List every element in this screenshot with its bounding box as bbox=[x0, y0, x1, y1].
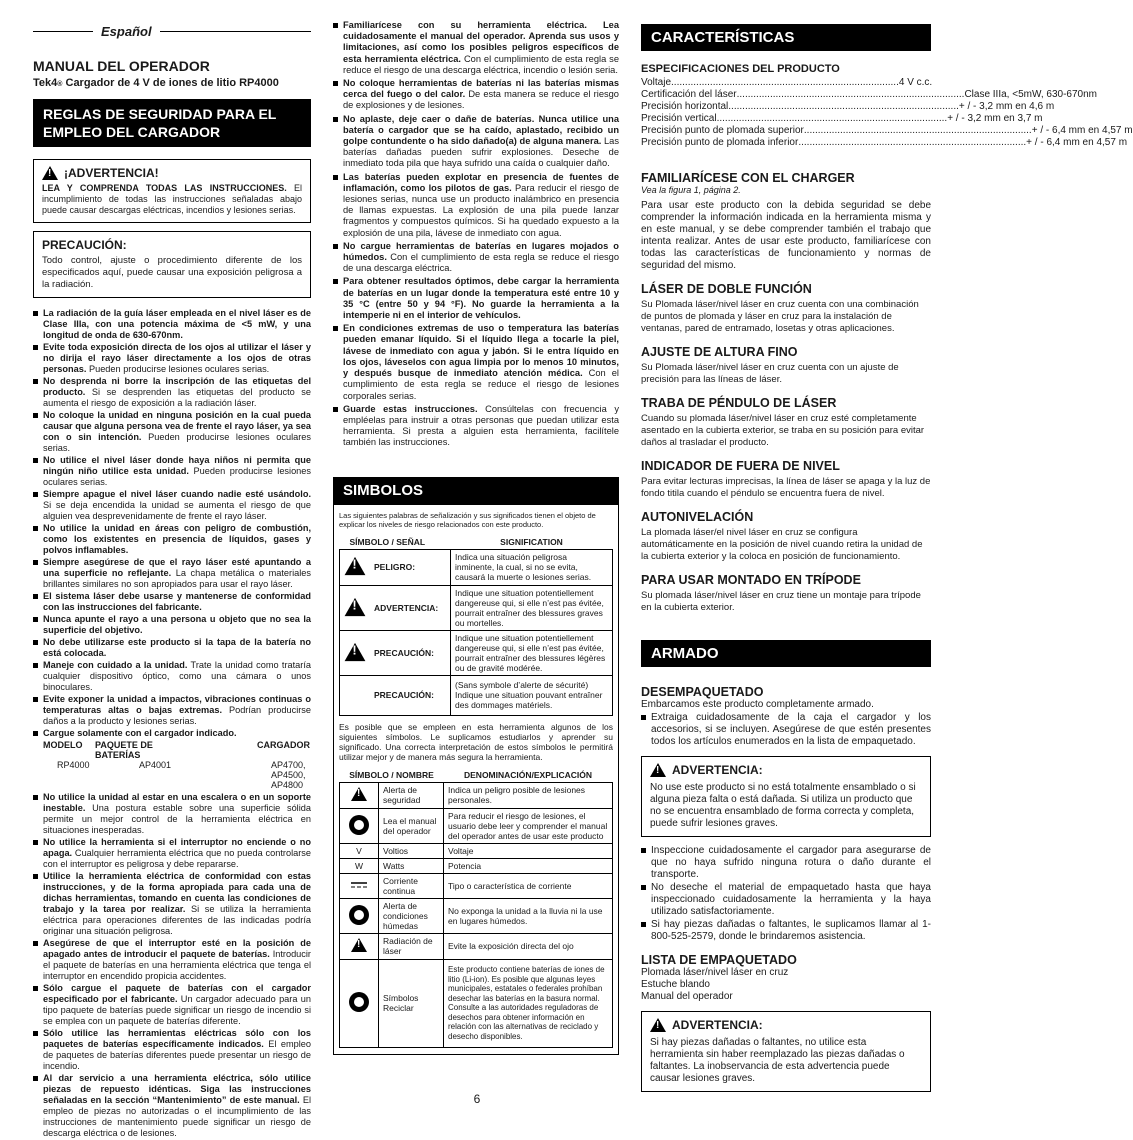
safety-alert-icon: ! bbox=[340, 782, 379, 808]
models-header bbox=[33, 740, 311, 760]
rule-item bbox=[33, 792, 311, 836]
rule-text: Las baterías dañadas pueden sufrir explosiones. Deseche de inmediato toda pila que haya sufrido una caída o cualquier daño. bbox=[343, 136, 619, 169]
symbol-name: Corriente continua bbox=[379, 873, 444, 898]
rule-item bbox=[33, 376, 311, 409]
symbol-row bbox=[340, 843, 613, 858]
spec-leader: .................................................................................. bbox=[719, 113, 948, 124]
spec-row bbox=[641, 113, 1043, 125]
feature-title: AJUSTE DE ALTURA FINO bbox=[641, 345, 798, 359]
rule-item bbox=[33, 523, 311, 556]
signal-word: PRECAUCIÓN: bbox=[370, 675, 451, 715]
symbol-explanation: Evite la exposición directa del ojo bbox=[444, 933, 613, 959]
column-left bbox=[33, 18, 311, 1140]
feature-text: Cuando su plomada láser/nivel láser en cruz esté completamente asentado en la cubierta exterior, se traba en su posición para evitar daños al trasladar el producto. bbox=[641, 413, 925, 448]
rule-bold: En condiciones extremas de uso o temperatura las baterías pueden emanar líquido. Si el líquido llega a tocarle la piel, lávese de inmediato con agua y jabón. Si le entra líquido en los ojos, láveselos con agua limpia por lo menos 10 minutos, y después busque de inmediato atención médica. bbox=[343, 323, 619, 379]
rule-bold: No utilice la unidad al estar en una escalera o en un soporte inestable. bbox=[43, 792, 311, 813]
read-manual-icon bbox=[340, 808, 379, 843]
signal-meaning: Indique une situation potentiellement dangereuse qui, si elle n’est pas évitée, pourrait entraîner des blessures graves ou mortelles. bbox=[451, 585, 613, 630]
feature-text: Su Plomada láser/nivel láser en cruz cuenta con una combinación de puntos de plomada y láser en cruz para la instalación de ventanas, pared de entramado, losetas y otras aplicaciones. bbox=[641, 299, 919, 334]
signal-word: PELIGRO: bbox=[370, 549, 451, 585]
rule-item bbox=[33, 694, 311, 727]
spec-leader: .................................................................................. bbox=[736, 89, 965, 100]
rule-text: Una postura estable sobre una superficie sólida permite un mejor control de la herramienta eléctrica en situaciones inesperadas. bbox=[43, 803, 311, 835]
rule-item bbox=[333, 78, 619, 112]
product-line bbox=[33, 77, 311, 89]
rule-text: Si se deja encendida la unidad se aumenta el riesgo de que alguien vea desprevenidamente de frente el rayo láser. bbox=[43, 500, 311, 521]
rule-item bbox=[333, 323, 619, 401]
models-table bbox=[33, 740, 311, 790]
packing-item: Manual del operador bbox=[641, 991, 733, 1002]
rule-item bbox=[333, 114, 619, 170]
rule-text: Podrían producirse daños a la producto y lesiones serias. bbox=[43, 705, 311, 726]
page-number: 6 bbox=[473, 1092, 481, 1106]
rule-bold: No coloque la unidad en ninguna posición en la cual pueda causar que alguna persona vea de frente el rayo láser, ya sea con o sin intención. bbox=[43, 410, 311, 442]
rule-item bbox=[33, 660, 311, 693]
rule-bold: No cargue herramientas de baterías en lugares mojados o húmedos. bbox=[343, 240, 619, 263]
rule-text: Si se utiliza la herramienta eléctrica para operaciones diferentes de las indicadas podría originar una situación peligrosa. bbox=[43, 904, 311, 936]
rules-list-2 bbox=[33, 792, 311, 1139]
rule-bold: Cargue solamente con el cargador indicado. bbox=[43, 728, 237, 738]
brand: Tek4 bbox=[33, 77, 58, 89]
rule-text: Con el cumplimiento de esta regla se reduce el riesgo de una descarga eléctrica. bbox=[343, 252, 619, 274]
assembly-bullet: No deseche el material de empaquetado hasta que haya inspeccionado cuidadosamente la herramienta y la haya utilizado satisfactoriamente. bbox=[641, 882, 931, 918]
packing-item: Plomada láser/nivel láser en cruz bbox=[641, 967, 789, 978]
symbol-explanation: No exponga la unidad a la lluvia ni la use en lugares húmedos. bbox=[444, 898, 613, 933]
symbol-row bbox=[340, 933, 613, 959]
symbol-name: Alerta de condiciones húmedas bbox=[379, 898, 444, 933]
product-name: Cargador de 4 V de iones de litio RP4000 bbox=[65, 77, 279, 89]
manual-title: MANUAL DEL OPERADOR bbox=[33, 58, 210, 74]
caution-title: PRECAUCIÓN: bbox=[42, 238, 127, 252]
symbol-row bbox=[340, 782, 613, 808]
column-right bbox=[641, 18, 1133, 1092]
feature-text: Para evitar lecturas imprecisas, la línea de láser se apaga y la luz de fondo titila cuando el péndulo se encuentra fuera de nivel. bbox=[641, 476, 931, 499]
rule-item bbox=[333, 20, 619, 76]
rule-text: Trate la unidad como trataría cualquier dispositivo óptico, como una cámara o unos binoculares. bbox=[43, 660, 312, 692]
battery-cell: AP4001 bbox=[139, 760, 172, 770]
rule-bold: Nunca apunte el rayo a una persona u objeto que no sea la superficie del objetivo. bbox=[43, 614, 311, 635]
rule-item bbox=[33, 637, 311, 659]
signal-word: ADVERTENCIA: bbox=[370, 585, 451, 630]
spec-row bbox=[641, 101, 1055, 113]
spec-value: Clase IIIa, <5mW, 630-670nm bbox=[964, 89, 1098, 100]
symbol-explanation: Potencia bbox=[444, 858, 613, 873]
rule-item bbox=[33, 837, 311, 870]
warning-heading bbox=[650, 1018, 922, 1032]
packing-item: Estuche blando bbox=[641, 979, 710, 990]
symbol-explanation: Voltaje bbox=[444, 843, 613, 858]
feature-title: PARA USAR MONTADO EN TRÍPODE bbox=[641, 573, 861, 587]
warning-box-3 bbox=[641, 1011, 931, 1092]
spec-label: Precisión punto de plomada inferior bbox=[641, 137, 799, 148]
symbol-explanation: Este producto contiene baterías de iones de litio (Li-ion). Es posible que algunas leyes municipales, estatales o federales prohíban desechar las baterías en la basura normal. Consulte a las autoridades reguladoras de desechos para obtener información en relación con las alternativas de reciclado y desecho disponibles. bbox=[444, 959, 613, 1047]
spec-label: Precisión punto de plomada superior bbox=[641, 125, 804, 136]
column-middle bbox=[333, 18, 619, 1055]
rule-bold: No utilice la unidad en áreas con peligro de combustión, como los existentes en presencia de líquidos, gases y polvos inflamables. bbox=[43, 523, 311, 555]
assembly-list bbox=[641, 845, 931, 943]
rule-text: Con el cumplimiento de esta regla se reduce el riesgo de una descarga eléctrica, incendio o lesión seria. bbox=[343, 53, 620, 75]
rule-bold: Familiarícese con su herramienta eléctrica. Lea cuidadosamente el manual del operador. Aprenda sus usos y limitaciones, así como los posibles peligros específicos de esta herramienta eléctrica. bbox=[343, 20, 619, 64]
rule-bold: No utilice la herramienta si el interruptor no enciende o no apaga. bbox=[43, 837, 311, 858]
rule-bold: No aplaste, deje caer o dañe de baterías. Nunca utilice una batería o cargador que se ha caído, aplastado, recibido un golpe contundente o ha sido dañado(a) de alguna manera. bbox=[343, 113, 619, 147]
rule-item bbox=[33, 614, 311, 636]
rule-text: Pueden producirse lesiones oculares serias. bbox=[86, 364, 270, 374]
charger-cell: AP4700, AP4500, AP4800 bbox=[271, 760, 306, 790]
packing-list bbox=[641, 967, 931, 1003]
models-h2: PAQUETE DE BATERÍAS bbox=[95, 740, 153, 760]
symbol-name: Radiación de láser bbox=[379, 933, 444, 959]
warning-icon: ! bbox=[340, 585, 371, 630]
symbol-row bbox=[340, 858, 613, 873]
rule-item bbox=[33, 591, 311, 613]
list-title: LISTA DE EMPAQUETADO bbox=[641, 953, 797, 967]
rule-bold: Evite exponer la unidad a impactos, vibraciones continuas o temperaturas altas o bajas extremas. bbox=[43, 694, 311, 715]
feature-text: Su plomada láser/nivel láser en cruz tiene un montaje para trípode en la cubierta exterior. bbox=[641, 590, 921, 613]
symbol-row bbox=[340, 808, 613, 843]
language-header bbox=[33, 18, 311, 44]
fam-text: Para usar este producto con la debida seguridad se debe comprender la información indicada en la herramienta misma y en este manual, y se debe comprender también el trabajo que intenta realizar. Antes de usar este producto, familiarícese con todas las características de funcionamiento y normas de seguridad del mismo. bbox=[641, 200, 931, 271]
caution-text: Todo control, ajuste o procedimiento diferente de los especificados aquí, puede causar una exposición peligrosa a la radiación. bbox=[42, 255, 302, 290]
signal-meaning: (Sans symbole d’alerte de sécurité) Indique une situation pouvant entraîner des dommages matériels. bbox=[451, 675, 613, 715]
rule-text: El empleo de piezas no autorizadas o el incumplimiento de las instrucciones de mantenimiento puede significar un riesgo de descarga eléctrica o de lesiones. bbox=[43, 1095, 311, 1138]
fam-title: FAMILIARÍCESE CON EL CHARGER bbox=[641, 171, 855, 185]
rule-item bbox=[33, 455, 311, 488]
rule-bold: El sistema láser debe usarse y mantenerse de conformidad con las instrucciones del fabricante. bbox=[43, 591, 311, 612]
rule-text: El empleo de paquetes de baterías diferentes puede presentar un riesgo de incendio. bbox=[43, 1039, 311, 1071]
rule-text: Para reducir el riesgo de lesiones serias, nunca use un producto inalámbrico en presencia de llamas expuestas. La explosión de una pila puede lanzar fragmentos y compuestos químicos. Si ha quedado expuesto a la explosión de una pila, lávese de inmediato con agua. bbox=[343, 182, 619, 238]
rule-text: De esta manera se reduce el riesgo de explosiones y de lesiones. bbox=[343, 89, 619, 111]
rule-item bbox=[33, 557, 311, 590]
rule-bold: Utilice la herramienta eléctrica de conformidad con estas instrucciones, y de la forma apropiada para cada una de dichas herramientas, tomando en cuenta las condiciones de trabajo y la tarea por realizar. bbox=[43, 871, 311, 914]
symbols-box bbox=[333, 504, 619, 1055]
symbol-h1: SÍMBOLO / NOMBRE bbox=[349, 769, 434, 780]
spec-row bbox=[641, 89, 1098, 101]
feature-title: INDICADOR DE FUERA DE NIVEL bbox=[641, 459, 840, 473]
symbol-table bbox=[339, 768, 613, 1048]
rule-item bbox=[333, 172, 619, 239]
rule-item bbox=[333, 404, 619, 449]
spec-label: Precisión horizontal. bbox=[641, 101, 732, 112]
warning-heading bbox=[650, 763, 922, 777]
rule-item bbox=[33, 728, 311, 739]
signal-h1: SÍMBOLO / SEÑAL bbox=[349, 536, 426, 547]
warning-title: ADVERTENCIA: bbox=[672, 763, 763, 777]
warning-icon: ! bbox=[42, 166, 58, 180]
rule-left bbox=[33, 31, 93, 32]
rule-bold: Maneje con cuidado a la unidad. bbox=[43, 660, 188, 670]
unpack-text: Embarcamos este producto completamente armado. bbox=[641, 699, 874, 710]
volts-symbol: V bbox=[340, 843, 379, 858]
symbol-row bbox=[340, 898, 613, 933]
laser-radiation-icon: ! bbox=[340, 933, 379, 959]
rule-item bbox=[333, 276, 619, 321]
rule-item bbox=[33, 342, 311, 375]
rule-item bbox=[33, 983, 311, 1027]
caution-box bbox=[33, 231, 311, 298]
rule-right bbox=[160, 31, 311, 32]
symbols-intro: Las siguientes palabras de señalización y sus significados tienen el objeto de explicar los niveles de riesgo relacionados con este producto. bbox=[339, 510, 596, 529]
symbol-h2: DENOMINACIÓN/EXPLICACIÓN bbox=[464, 769, 592, 780]
symbol-explanation: Para reducir el riesgo de lesiones, el usuario debe leer y comprender el manual del operador antes de usar este producto bbox=[444, 808, 613, 843]
rules-list bbox=[33, 308, 311, 739]
models-h3: CARGADOR bbox=[257, 740, 310, 750]
rule-bold: No desprenda ni borre la inscripción de las etiquetas del producto. bbox=[43, 376, 311, 397]
symbol-row bbox=[340, 873, 613, 898]
symbol-name: Watts bbox=[379, 858, 444, 873]
symbol-explanation: Indica un peligro posible de lesiones personales. bbox=[444, 782, 613, 808]
warning-icon: ! bbox=[650, 763, 666, 777]
signal-word: PRECAUCIÓN: bbox=[370, 630, 451, 675]
signal-meaning: Indique une situation potentiellement dangereuse qui, si elle n’est pas évitée, pourrait entraîner des blessures légères ou de gravité modérée. bbox=[451, 630, 613, 675]
spec-leader: .................................................................................. bbox=[671, 77, 899, 88]
warning-heading bbox=[42, 166, 302, 180]
symbol-name: Símbolos Reciclar bbox=[379, 959, 444, 1047]
warning-text bbox=[42, 183, 302, 216]
warning-title: ¡ADVERTENCIA! bbox=[64, 166, 159, 180]
unpack-list bbox=[641, 712, 931, 748]
rule-bold: La radiación de la guía láser empleada en el nivel láser es de Clase IIIa, con una potencia máxima de <5 mW, y una longitud de onda de 630-670nm. bbox=[43, 308, 311, 340]
warning-text: No use este producto si no está totalmente ensamblado o si alguna pieza falta o está dañada. Si utiliza un producto que no se encuentra ensamblado de forma correcta y completa, puede sufrir lesiones graves. bbox=[650, 782, 916, 829]
spec-title: ESPECIFICACIONES DEL PRODUCTO bbox=[641, 63, 840, 75]
rule-text: Un cargador adecuado para un tipo paquete de baterías puede significar un riesgo de incendio si se emplea con un paquete de baterías diferente. bbox=[43, 994, 311, 1026]
assembly-bullet: Si hay piezas dañadas o faltantes, le suplicamos llamar al 1-800-525-2579, donde le brindaremos asistencia. bbox=[641, 919, 931, 943]
spec-leader: .................................................................................. bbox=[798, 137, 1027, 148]
signal-h2: SIGNIFICATION bbox=[500, 536, 563, 547]
feature-title: LÁSER DE DOBLE FUNCIÓN bbox=[641, 282, 812, 296]
model-cell: RP4000 bbox=[57, 760, 90, 770]
warning-box bbox=[33, 159, 311, 223]
rule-bold: Evite toda exposición directa de los ojos al utilizar el láser y no dirija el rayo láser directamente a los ojos de otras personas. bbox=[43, 342, 311, 374]
spec-leader: .................................................................................. bbox=[803, 125, 1032, 136]
recycle-icon bbox=[340, 959, 379, 1047]
rule-bold: No utilice el nivel láser donde haya niños ni permita que ningún niño utilice esta unidad. bbox=[43, 455, 311, 476]
symbol-explanation: Tipo o característica de corriente bbox=[444, 873, 613, 898]
rule-bold: Sólo cargue el paquete de baterías con el cargador especificado por el fabricante. bbox=[43, 983, 311, 1004]
watts-symbol: W bbox=[340, 858, 379, 873]
signal-meaning: Indica una situación peligrosa inminente, la cual, si no se evita, causará la muerte o lesiones serias. bbox=[451, 549, 613, 585]
language-label: Español bbox=[101, 23, 152, 39]
rule-bold: Sólo utilice las herramientas eléctricas sólo con los paquetes de baterías específicamente indicados. bbox=[43, 1028, 311, 1049]
rule-text: Con el cumplimiento de esta regla se reduce el riesgo de lesiones corporales serias. bbox=[343, 368, 619, 401]
rule-item bbox=[33, 1028, 311, 1072]
unpack-bullet: Extraiga cuidadosamente de la caja el cargador y los accesorios, si se incluyen. Asegúrese de que estén presentes todos los artículos enumerados en la lista de empaquetado. bbox=[641, 712, 931, 748]
symbol-name: Alerta de seguridad bbox=[379, 782, 444, 808]
rule-bold: Asegúrese de que el interruptor esté en la posición de apagado antes de introducir el paquete de baterías. bbox=[43, 938, 311, 959]
feature-title: AUTONIVELACIÓN bbox=[641, 510, 754, 524]
rule-bold: No debe utilizarse este producto si la tapa de la batería no está colocada. bbox=[43, 637, 311, 658]
spec-list bbox=[641, 77, 1133, 149]
rule-text: Cualquier herramienta eléctrica que no pueda controlarse con el interruptor es peligrosa y debe repararse. bbox=[43, 848, 311, 869]
caution-icon: ! bbox=[340, 630, 371, 675]
registered-mark: ® bbox=[57, 81, 63, 88]
rules-list-3 bbox=[333, 20, 619, 449]
warning-title: ADVERTENCIA: bbox=[672, 1018, 763, 1032]
feature-text: Su Plomada láser/nivel láser en cruz cuenta con un ajuste de precisión para las líneas de láser. bbox=[641, 362, 899, 385]
symbols-title: SIMBOLOS bbox=[333, 477, 619, 504]
signal-table bbox=[339, 535, 613, 716]
warning-text: Si hay piezas dañadas o faltantes, no utilice esta herramienta sin haber reemplazado las piezas dañadas o faltantes. La inobservancia de esta advertencia puede causar lesiones graves. bbox=[650, 1037, 905, 1084]
unpack-title: DESEMPAQUETADO bbox=[641, 685, 764, 699]
rule-text: La chapa metálica o materiales brillantes similares no son apropiados para usar el rayo láser. bbox=[43, 568, 311, 589]
spec-value: + / - 3,2 mm en 3,7 m bbox=[947, 113, 1043, 124]
rule-item bbox=[33, 1073, 311, 1139]
rule-bold: Las baterías pueden explotar en presencia de fuentes de inflamación, como los pilotos de gas. bbox=[343, 171, 619, 193]
feature-sections bbox=[641, 282, 931, 614]
symbol-name: Voltios bbox=[379, 843, 444, 858]
symbols-intro-2: Es posible que se empleen en esta herramienta algunos de los siguientes símbolos. Le suplicamos estudiarlos y aprender su significado. Una correcta interpretación de estos símbolos le permitirá utilizar mejor y de manera más segura la herramienta. bbox=[339, 721, 613, 762]
features-title: CARACTERÍSTICAS bbox=[641, 24, 931, 51]
assembly-bullet: Inspeccione cuidadosamente el cargador para asegurarse de que no haya sufrido ninguna rotura o daño durante el transporte. bbox=[641, 845, 931, 881]
wet-conditions-icon bbox=[340, 898, 379, 933]
rule-item bbox=[33, 871, 311, 937]
feature-text: La plomada láser/el nivel láser en cruz se configura automáticamente en la posición de nivel cuando retira la unidad de la cubierta exterior y la coloca en posición de funcionamiento. bbox=[641, 527, 923, 562]
warning-bold: LEA Y COMPRENDA TODAS LAS INSTRUCCIONES. bbox=[42, 183, 287, 193]
spec-value: + / - 6,4 mm en 4,57 m bbox=[1031, 125, 1133, 136]
rule-text: Consúltelas con frecuencia y empléelas para instruir a otras personas que puedan utilizar esta herramienta. Si presta a alguien esta herramienta, facilítele también las instrucciones. bbox=[343, 403, 619, 448]
spec-label: Precisión vertical. bbox=[641, 113, 720, 124]
models-row bbox=[33, 760, 311, 790]
rule-text: Pueden producirse lesiones oculares serias. bbox=[43, 432, 311, 453]
warning-body: El incumplimiento de todas las instrucciones señaladas abajo puede causar descargas eléctricas, incendios y lesiones serias. bbox=[42, 183, 302, 215]
safety-title: REGLAS DE SEGURIDAD PARA EL EMPLEO DEL CARGADOR bbox=[33, 99, 311, 147]
rule-item bbox=[33, 938, 311, 982]
rule-text: Si se desprenden las etiquetas del producto se aumenta el riesgo de exposición a la radiación láser. bbox=[43, 387, 311, 408]
rule-item bbox=[33, 308, 311, 341]
rule-bold: Al dar servicio a una herramienta eléctrica, sólo utilice piezas de repuesto idénticas. Siga las instrucciones señaladas en la sección “Mantenimiento” de este manual. bbox=[43, 1073, 311, 1105]
spec-row bbox=[641, 125, 1133, 137]
fam-see: Vea la figura 1, página 2. bbox=[641, 185, 741, 195]
spec-label: Certificación del láser bbox=[641, 89, 737, 100]
spec-value: + / - 3,2 mm en 4,6 m bbox=[958, 101, 1055, 112]
spec-row bbox=[641, 137, 1128, 149]
rule-bold: Siempre apague el nivel láser cuando nadie esté usándolo. bbox=[43, 489, 311, 499]
rule-bold: Guarde estas instrucciones. bbox=[343, 403, 478, 414]
assembly-title: ARMADO bbox=[641, 640, 931, 667]
spec-value: + / - 6,4 mm en 4,57 m bbox=[1026, 137, 1128, 148]
dc-current-icon bbox=[340, 873, 379, 898]
warning-box-2 bbox=[641, 756, 931, 837]
models-h1: MODELO bbox=[43, 740, 83, 750]
spec-value: 4 V c.c. bbox=[898, 77, 933, 88]
rule-text: Pueden producirse lesiones oculares serias. bbox=[43, 466, 311, 487]
symbol-row bbox=[340, 959, 613, 1047]
spec-leader: .................................................................................. bbox=[731, 101, 959, 112]
rule-bold: No coloque herramientas de baterías ni las baterías mismas cerca del fuego o del calor. bbox=[343, 78, 619, 100]
rule-item bbox=[33, 410, 311, 454]
warning-icon: ! bbox=[650, 1018, 666, 1032]
rule-text: Introducir el paquete de baterías en una herramienta eléctrica que tenga el interruptor en encendido propicia accidentes. bbox=[43, 949, 311, 981]
feature-title: TRABA DE PÉNDULO DE LÁSER bbox=[641, 396, 837, 410]
symbol-name: Lea el manual del operador bbox=[379, 808, 444, 843]
rule-item bbox=[33, 489, 311, 522]
rule-bold: Siempre asegúrese de que el rayo láser esté apuntando a una superficie no reflejante. bbox=[43, 557, 311, 578]
danger-icon: ! bbox=[340, 549, 371, 585]
spec-label: Voltaje bbox=[641, 77, 672, 88]
rule-item bbox=[333, 241, 619, 275]
rule-bold: Para obtener resultados óptimos, debe cargar la herramienta de baterías en un lugar donde la temperatura esté entre 10 y 35 °C (entre 50 y 94 °F). No guarde la herramienta a la intemperie ni en el interior de vehículos. bbox=[343, 276, 619, 321]
spec-row bbox=[641, 77, 931, 89]
